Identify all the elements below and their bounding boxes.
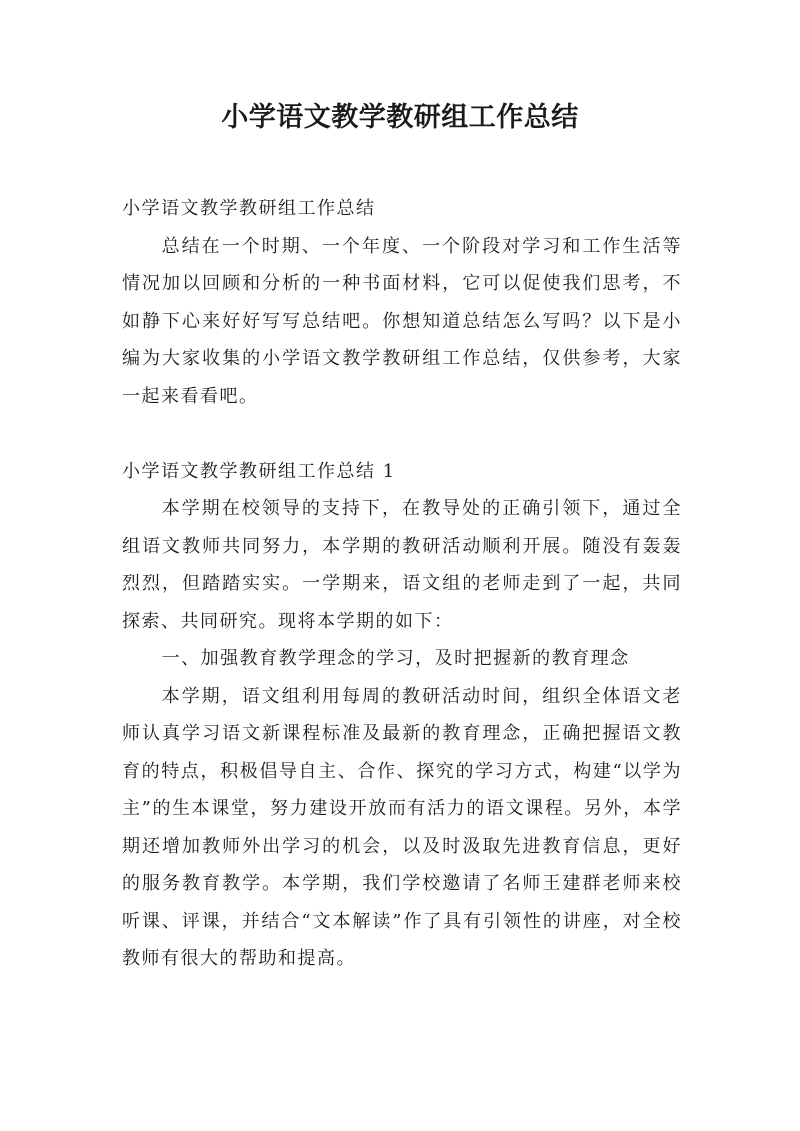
- intro-heading: 小学语文教学教研组工作总结: [122, 198, 376, 219]
- section-1-subheading: 一、加强教育教学理念的学习，及时把握新的教育理念: [161, 648, 630, 669]
- section-1-paragraph-2: 本学期，语文组利用每周的教研活动时间，组织全体语文老师认真学习语文新课程标准及最新的教育理念，正确把握语文教育的特点，积极倡导自主、合作、探究的学习方式，构建“以学为主”的生本课堂，努力建设开放而有活力的语文课程。另外，本学期还增加教师外出学习的机会，以及时汲取先进教育信息，更好的服务教育教学。本学期，我们学校邀请了名师王建群老师来校听课、评课，并结合“文本解读”作了具有引领性的讲座，对全校教师有很大的帮助和提高。: [122, 685, 682, 969]
- intro-paragraph: 总结在一个时期、一个年度、一个阶段对学习和工作生活等情况加以回顾和分析的一种书面材料，它可以促使我们思考，不如静下心来好好写写总结吧。你想知道总结怎么写吗？以下是小编为大家收集的小学语文教学教研组工作总结，仅供参考，大家一起来看看吧。: [122, 235, 682, 407]
- document-title: 小学语文教学教研组工作总结: [221, 102, 579, 133]
- section-1-paragraph-1: 本学期在校领导的支持下，在教导处的正确引领下，通过全组语文教师共同努力，本学期的教研活动顺利开展。随没有轰轰烈烈，但踏踏实实。一学期来，语文组的老师走到了一起，共同探索、共同研究。现将本学期的如下：: [122, 498, 682, 632]
- document-body: [122, 190, 682, 978]
- section-spacer: [122, 415, 682, 453]
- section-1-heading: 小学语文教学教研组工作总结 1: [122, 460, 396, 482]
